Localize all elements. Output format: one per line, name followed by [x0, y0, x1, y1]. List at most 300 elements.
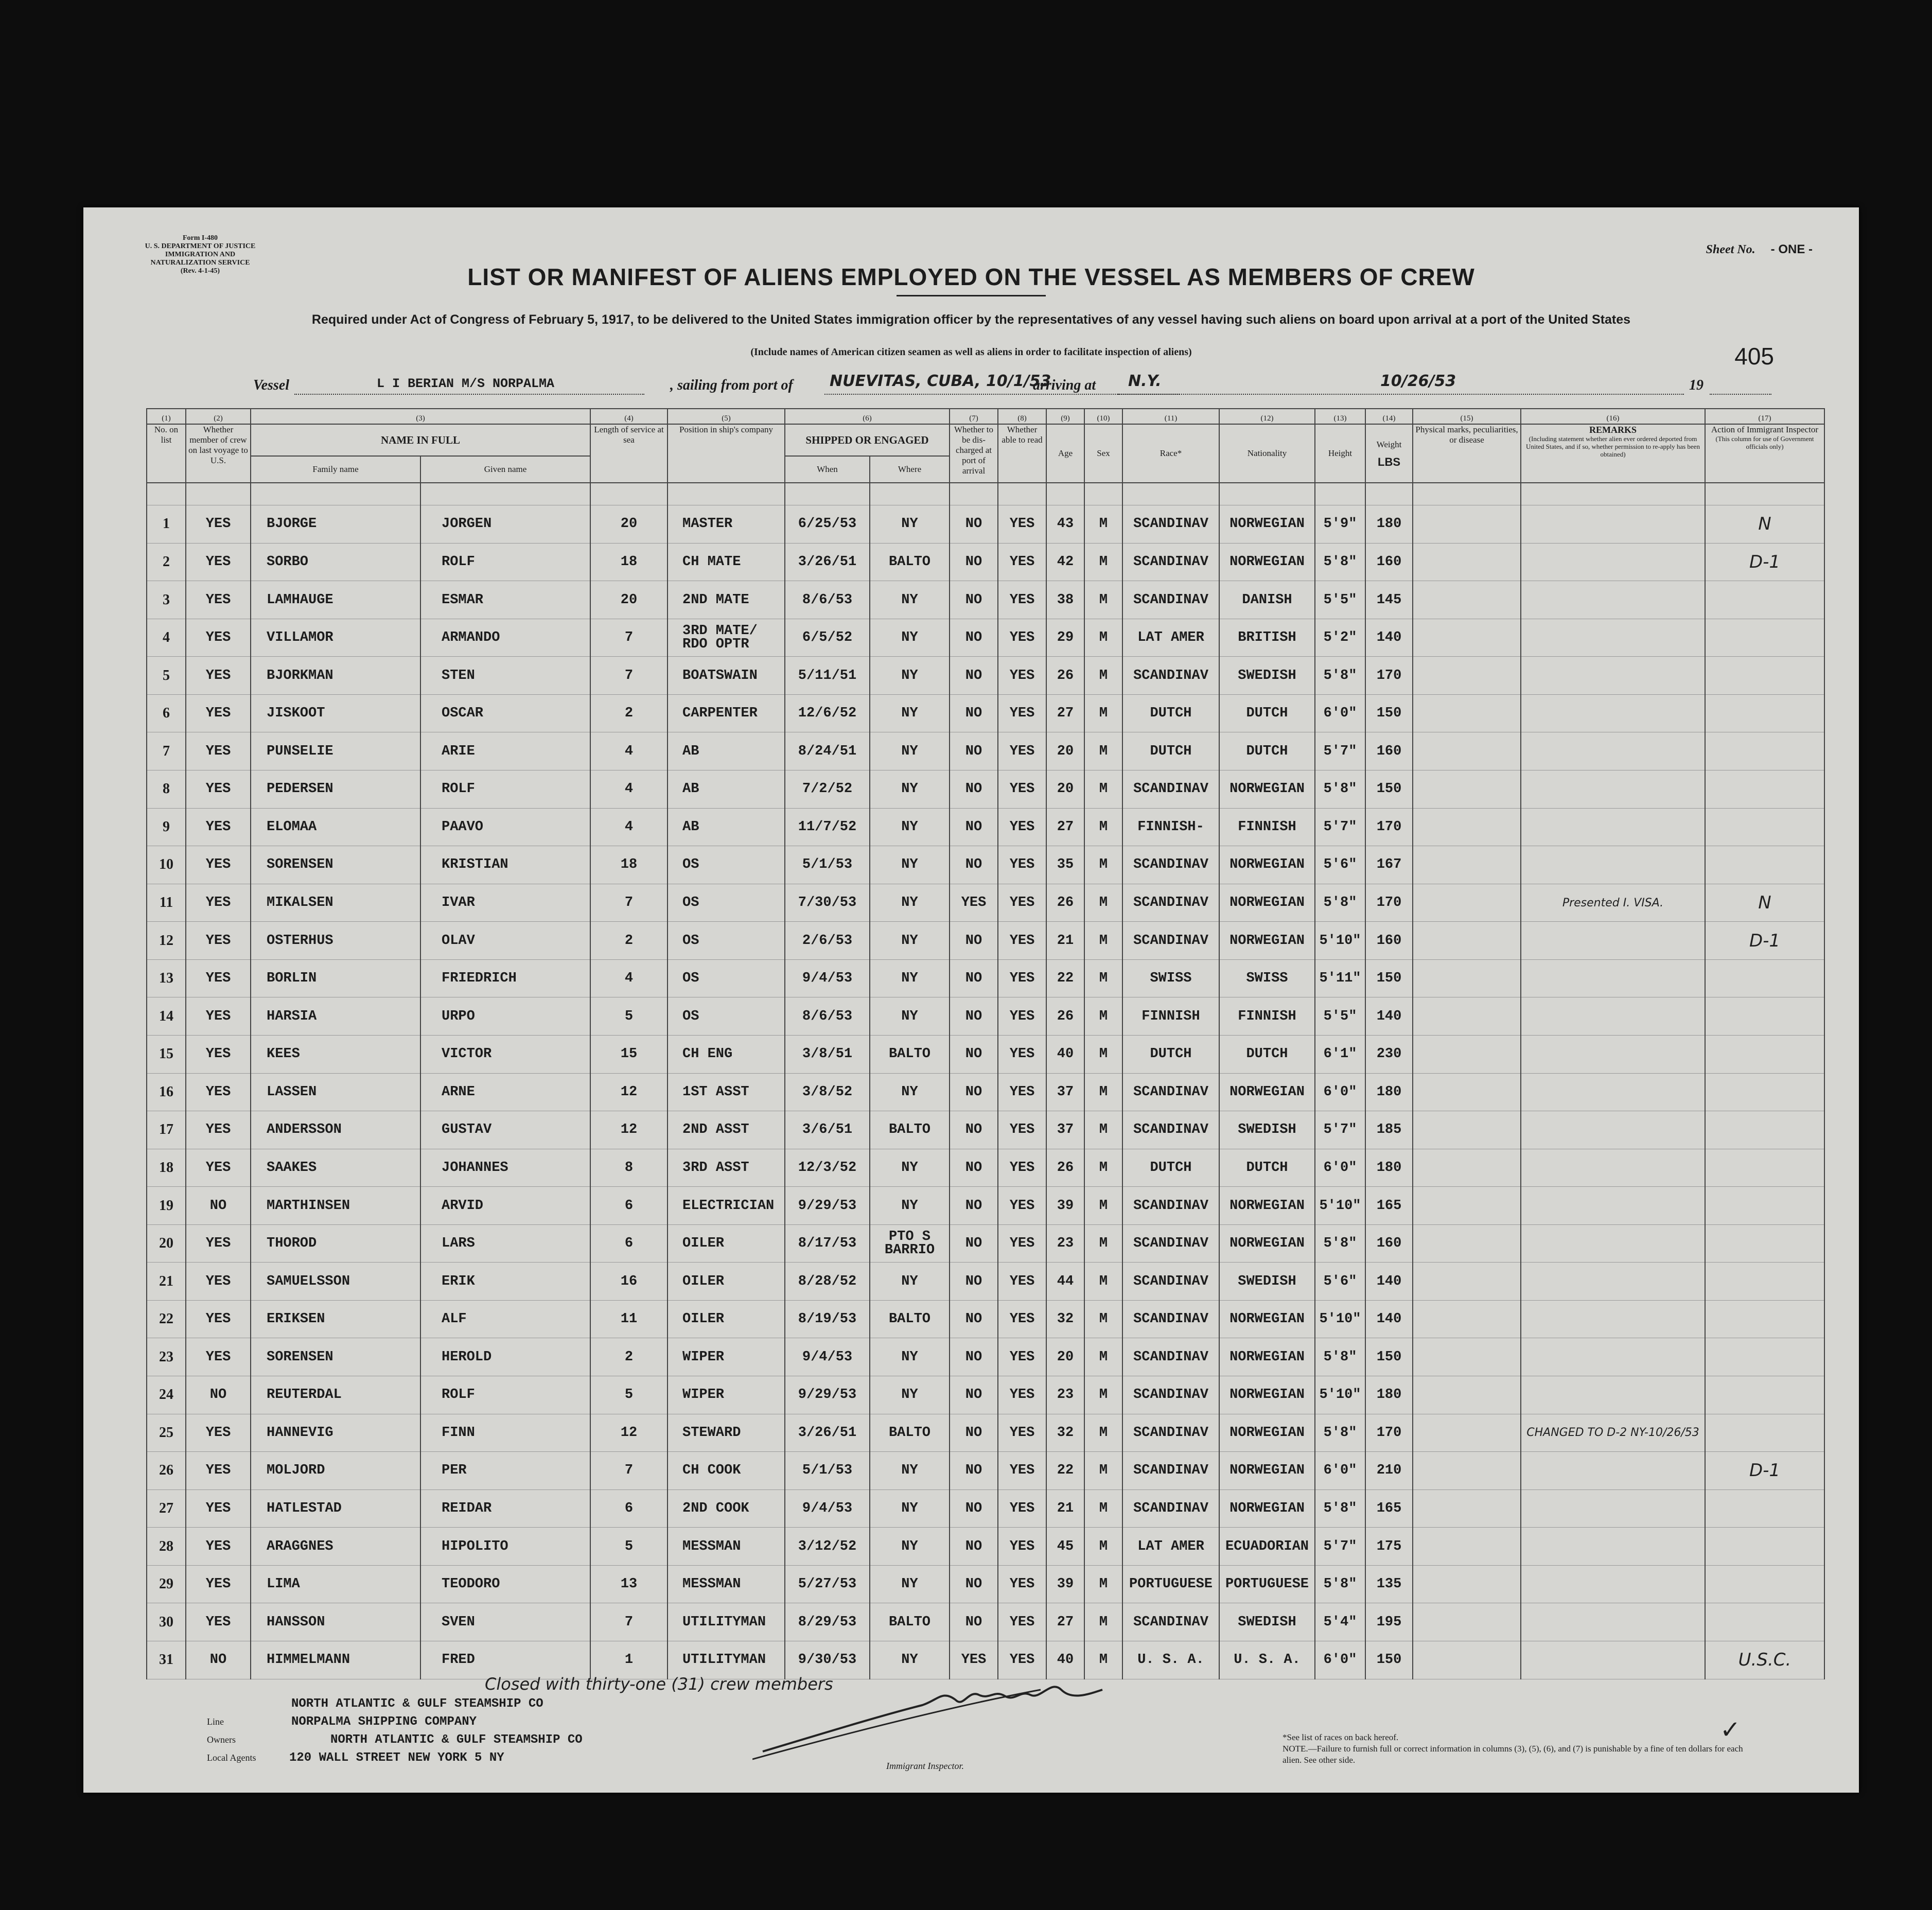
crew-can-read: YES [998, 959, 1046, 997]
crew-family-name: OSTERHUS [251, 922, 420, 960]
table-row [147, 1149, 1824, 1187]
crew-sex: M [1084, 543, 1122, 581]
crew-sex: M [1084, 922, 1122, 960]
crew-given-name: OLAV [420, 922, 590, 960]
crew-member-last-voyage: YES [186, 1300, 251, 1338]
crew-can-read: YES [998, 1603, 1046, 1641]
crew-position: CH ENG [668, 1035, 785, 1073]
crew-inspector-action: U.S.C. [1705, 1641, 1824, 1679]
crew-can-read: YES [998, 1338, 1046, 1376]
table-row [147, 959, 1824, 997]
crew-length-service: 2 [590, 922, 668, 960]
crew-given-name: ROLF [420, 543, 590, 581]
crew-can-read: YES [998, 1414, 1046, 1452]
arriving-date: 10/26/53 [1380, 372, 1456, 390]
crew-remarks [1521, 694, 1705, 732]
crew-sex: M [1084, 1641, 1122, 1679]
corner-mark: ✓ [1720, 1715, 1741, 1744]
crew-length-service: 8 [590, 1149, 668, 1187]
crew-remarks: CHANGED TO D-2 NY-10/26/53 [1521, 1414, 1705, 1452]
crew-race: LAT AMER [1122, 1528, 1219, 1566]
crew-height: 5'8" [1315, 657, 1365, 695]
crew-weight: 165 [1365, 1187, 1413, 1225]
crew-height: 5'7" [1315, 1528, 1365, 1566]
crew-given-name: FRED [420, 1641, 590, 1679]
crew-discharged: NO [950, 619, 998, 657]
crew-length-service: 12 [590, 1111, 668, 1149]
crew-height: 5'9" [1315, 505, 1365, 544]
crew-length-service: 18 [590, 846, 668, 884]
crew-nationality: NORWEGIAN [1219, 922, 1315, 960]
crew-discharged: NO [950, 922, 998, 960]
crew-shipped-where: NY [870, 1490, 950, 1528]
crew-age: 39 [1046, 1187, 1084, 1225]
crew-length-service: 6 [590, 1490, 668, 1528]
crew-shipped-where: NY [870, 505, 950, 544]
crew-age: 23 [1046, 1376, 1084, 1414]
crew-weight: 180 [1365, 505, 1413, 544]
crew-no: 11 [147, 884, 186, 922]
dept-line: U. S. DEPARTMENT OF JUSTICE [145, 242, 256, 250]
table-row [147, 846, 1824, 884]
crew-nationality: NORWEGIAN [1219, 1073, 1315, 1111]
table-row [147, 770, 1824, 809]
crew-position: CH COOK [668, 1452, 785, 1490]
crew-height: 6'0" [1315, 694, 1365, 732]
crew-member-last-voyage: YES [186, 1263, 251, 1301]
inspector-signature [752, 1659, 1113, 1762]
crew-given-name: ARVID [420, 1187, 590, 1225]
crew-nationality: PORTUGUESE [1219, 1565, 1315, 1603]
crew-given-name: ALF [420, 1300, 590, 1338]
crew-nationality: NORWEGIAN [1219, 1224, 1315, 1263]
table-row [147, 1414, 1824, 1452]
crew-physical-marks [1413, 1224, 1521, 1263]
crew-discharged: NO [950, 808, 998, 846]
crew-race: FINNISH- [1122, 808, 1219, 846]
crew-height: 5'10" [1315, 1376, 1365, 1414]
crew-height: 5'10" [1315, 922, 1365, 960]
crew-family-name: BJORGE [251, 505, 420, 544]
crew-shipped-when: 9/4/53 [785, 1338, 870, 1376]
crew-physical-marks [1413, 1073, 1521, 1111]
crew-member-last-voyage: YES [186, 1035, 251, 1073]
crew-position: 3RD ASST [668, 1149, 785, 1187]
crew-shipped-where: PTO S BARRIO [870, 1224, 950, 1263]
crew-physical-marks [1413, 657, 1521, 695]
dept-line: (Rev. 4-1-45) [180, 267, 220, 275]
title-underline [897, 295, 1046, 296]
crew-member-last-voyage: NO [186, 1376, 251, 1414]
col-num: (14) [1365, 409, 1413, 424]
crew-member-last-voyage: YES [186, 619, 251, 657]
crew-age: 27 [1046, 808, 1084, 846]
crew-member-last-voyage: YES [186, 1073, 251, 1111]
crew-age: 38 [1046, 581, 1084, 619]
crew-position: UTILITYMAN [668, 1641, 785, 1679]
crew-no: 23 [147, 1338, 186, 1376]
crew-sex: M [1084, 959, 1122, 997]
crew-length-service: 16 [590, 1263, 668, 1301]
closing-note: Closed with thirty-one (31) crew members [485, 1674, 833, 1694]
crew-sex: M [1084, 619, 1122, 657]
crew-no: 20 [147, 1224, 186, 1263]
crew-no: 5 [147, 657, 186, 695]
crew-physical-marks [1413, 619, 1521, 657]
crew-length-service: 4 [590, 732, 668, 770]
owners-value: NORPALMA SHIPPING COMPANY [291, 1715, 477, 1729]
crew-given-name: PER [420, 1452, 590, 1490]
crew-weight: 230 [1365, 1035, 1413, 1073]
crew-physical-marks [1413, 1603, 1521, 1641]
crew-nationality: DUTCH [1219, 694, 1315, 732]
table-row [147, 1376, 1824, 1414]
column-header-row-1 [147, 424, 1824, 456]
crew-nationality: ECUADORIAN [1219, 1528, 1315, 1566]
crew-weight: 140 [1365, 997, 1413, 1036]
crew-given-name: KRISTIAN [420, 846, 590, 884]
crew-family-name: HARSIA [251, 997, 420, 1036]
owners-label: Owners [207, 1734, 236, 1745]
crew-shipped-where: BALTO [870, 1300, 950, 1338]
crew-family-name: BJORKMAN [251, 657, 420, 695]
crew-sex: M [1084, 1035, 1122, 1073]
crew-length-service: 7 [590, 1603, 668, 1641]
crew-can-read: YES [998, 1073, 1046, 1111]
crew-shipped-where: NY [870, 732, 950, 770]
crew-discharged: NO [950, 694, 998, 732]
crew-length-service: 7 [590, 1452, 668, 1490]
crew-family-name: VILLAMOR [251, 619, 420, 657]
line-value: NORTH ATLANTIC & GULF STEAMSHIP CO [291, 1697, 543, 1711]
crew-discharged: NO [950, 846, 998, 884]
crew-race: SCANDINAV [1122, 505, 1219, 544]
table-row [147, 1073, 1824, 1111]
crew-member-last-voyage: YES [186, 808, 251, 846]
crew-inspector-action: D-1 [1705, 1452, 1824, 1490]
crew-sex: M [1084, 1073, 1122, 1111]
crew-nationality: SWEDISH [1219, 1111, 1315, 1149]
crew-race: PORTUGUESE [1122, 1565, 1219, 1603]
arriving-port: N.Y. [1128, 372, 1162, 390]
crew-weight: 175 [1365, 1528, 1413, 1566]
crew-member-last-voyage: NO [186, 1187, 251, 1225]
crew-race: FINNISH [1122, 997, 1219, 1036]
crew-age: 26 [1046, 884, 1084, 922]
crew-height: 6'0" [1315, 1149, 1365, 1187]
crew-position: OS [668, 959, 785, 997]
crew-position: 1ST ASST [668, 1073, 785, 1111]
crew-position: AB [668, 770, 785, 809]
crew-nationality: SWEDISH [1219, 657, 1315, 695]
crew-race: LAT AMER [1122, 619, 1219, 657]
crew-shipped-where: NY [870, 846, 950, 884]
crew-inspector-action [1705, 1263, 1824, 1301]
crew-nationality: NORWEGIAN [1219, 846, 1315, 884]
crew-can-read: YES [998, 1452, 1046, 1490]
crew-height: 5'7" [1315, 1111, 1365, 1149]
crew-no: 31 [147, 1641, 186, 1679]
crew-shipped-when: 3/8/52 [785, 1073, 870, 1111]
crew-height: 5'8" [1315, 543, 1365, 581]
crew-sex: M [1084, 846, 1122, 884]
crew-given-name: GUSTAV [420, 1111, 590, 1149]
crew-shipped-when: 5/27/53 [785, 1565, 870, 1603]
crew-weight: 170 [1365, 657, 1413, 695]
table-row [147, 1263, 1824, 1301]
crew-length-service: 4 [590, 808, 668, 846]
crew-physical-marks [1413, 1641, 1521, 1679]
crew-nationality: NORWEGIAN [1219, 1187, 1315, 1225]
crew-family-name: SAMUELSSON [251, 1263, 420, 1301]
crew-shipped-when: 5/1/53 [785, 846, 870, 884]
crew-shipped-when: 8/24/51 [785, 732, 870, 770]
crew-inspector-action [1705, 1376, 1824, 1414]
crew-discharged: NO [950, 1035, 998, 1073]
crew-position: OILER [668, 1263, 785, 1301]
crew-race: SCANDINAV [1122, 657, 1219, 695]
crew-shipped-when: 8/28/52 [785, 1263, 870, 1301]
crew-no: 13 [147, 959, 186, 997]
table-row [147, 922, 1824, 960]
crew-nationality: SWISS [1219, 959, 1315, 997]
crew-shipped-when: 8/6/53 [785, 997, 870, 1036]
crew-position: UTILITYMAN [668, 1603, 785, 1641]
crew-position: CARPENTER [668, 694, 785, 732]
crew-can-read: YES [998, 922, 1046, 960]
crew-length-service: 4 [590, 770, 668, 809]
crew-discharged: YES [950, 1641, 998, 1679]
header-shipped-engaged: SHIPPED OR ENGAGED [785, 424, 950, 456]
table-row [147, 1338, 1824, 1376]
col-num: (9) [1046, 409, 1084, 424]
crew-member-last-voyage: YES [186, 1224, 251, 1263]
crew-given-name: ARMANDO [420, 619, 590, 657]
crew-family-name: PUNSELIE [251, 732, 420, 770]
crew-race: SCANDINAV [1122, 1603, 1219, 1641]
crew-age: 26 [1046, 997, 1084, 1036]
crew-nationality: SWEDISH [1219, 1603, 1315, 1641]
crew-shipped-when: 12/3/52 [785, 1149, 870, 1187]
table-row [147, 1224, 1824, 1263]
crew-discharged: NO [950, 1414, 998, 1452]
crew-member-last-voyage: YES [186, 581, 251, 619]
crew-physical-marks [1413, 1490, 1521, 1528]
crew-member-last-voyage: YES [186, 1452, 251, 1490]
col-num: (16) [1521, 409, 1705, 424]
crew-sex: M [1084, 1603, 1122, 1641]
crew-shipped-where: BALTO [870, 543, 950, 581]
crew-length-service: 7 [590, 619, 668, 657]
crew-shipped-when: 8/29/53 [785, 1603, 870, 1641]
crew-no: 17 [147, 1111, 186, 1149]
col-num: (5) [668, 409, 785, 424]
crew-shipped-when: 8/17/53 [785, 1224, 870, 1263]
crew-position: MESSMAN [668, 1565, 785, 1603]
crew-position: OS [668, 997, 785, 1036]
crew-shipped-where: BALTO [870, 1414, 950, 1452]
crew-sex: M [1084, 1187, 1122, 1225]
crew-no: 19 [147, 1187, 186, 1225]
crew-no: 25 [147, 1414, 186, 1452]
crew-family-name: LASSEN [251, 1073, 420, 1111]
table-row [147, 1035, 1824, 1073]
col-num: (7) [950, 409, 998, 424]
crew-height: 5'5" [1315, 997, 1365, 1036]
crew-can-read: YES [998, 808, 1046, 846]
crew-race: SCANDINAV [1122, 1263, 1219, 1301]
crew-family-name: HATLESTAD [251, 1490, 420, 1528]
crew-age: 23 [1046, 1224, 1084, 1263]
year-label: 19 [1689, 377, 1703, 393]
crew-discharged: NO [950, 657, 998, 695]
crew-can-read: YES [998, 657, 1046, 695]
crew-sex: M [1084, 1111, 1122, 1149]
crew-length-service: 7 [590, 657, 668, 695]
crew-can-read: YES [998, 732, 1046, 770]
crew-race: SCANDINAV [1122, 1490, 1219, 1528]
crew-shipped-when: 3/26/51 [785, 543, 870, 581]
crew-member-last-voyage: YES [186, 694, 251, 732]
crew-remarks [1521, 1224, 1705, 1263]
crew-shipped-where: NY [870, 1641, 950, 1679]
crew-length-service: 1 [590, 1641, 668, 1679]
col-num: (11) [1122, 409, 1219, 424]
crew-member-last-voyage: YES [186, 997, 251, 1036]
crew-remarks: Presented I. VISA. [1521, 884, 1705, 922]
agents-label: Local Agents [207, 1753, 256, 1763]
crew-sex: M [1084, 732, 1122, 770]
races-note: *See list of races on back hereof. [1283, 1732, 1399, 1742]
crew-inspector-action [1705, 1528, 1824, 1566]
crew-member-last-voyage: YES [186, 1338, 251, 1376]
crew-length-service: 6 [590, 1224, 668, 1263]
crew-given-name: ROLF [420, 770, 590, 809]
crew-shipped-when: 9/30/53 [785, 1641, 870, 1679]
crew-age: 35 [1046, 846, 1084, 884]
crew-physical-marks [1413, 922, 1521, 960]
crew-shipped-where: NY [870, 581, 950, 619]
crew-inspector-action [1705, 1300, 1824, 1338]
crew-height: 5'6" [1315, 1263, 1365, 1301]
header-length-service: Length of service at sea [590, 424, 668, 483]
crew-member-last-voyage: NO [186, 1641, 251, 1679]
table-row [147, 732, 1824, 770]
crew-remarks [1521, 922, 1705, 960]
header-where: Where [870, 456, 950, 483]
crew-remarks [1521, 1490, 1705, 1528]
page-number: 405 [1734, 343, 1774, 370]
crew-no: 26 [147, 1452, 186, 1490]
crew-inspector-action [1705, 1490, 1824, 1528]
crew-length-service: 5 [590, 1376, 668, 1414]
crew-physical-marks [1413, 1300, 1521, 1338]
sailing-label: , sailing from port of [670, 377, 793, 393]
crew-discharged: NO [950, 732, 998, 770]
crew-remarks [1521, 619, 1705, 657]
table-row [147, 1565, 1824, 1603]
crew-can-read: YES [998, 1224, 1046, 1263]
crew-shipped-when: 8/19/53 [785, 1300, 870, 1338]
crew-weight: 140 [1365, 619, 1413, 657]
header-no-on-list: No. on list [147, 424, 186, 483]
crew-discharged: NO [950, 1111, 998, 1149]
crew-discharged: NO [950, 505, 998, 544]
crew-inspector-action [1705, 732, 1824, 770]
crew-race: SCANDINAV [1122, 1111, 1219, 1149]
sheet-number [1706, 242, 1813, 257]
crew-can-read: YES [998, 1376, 1046, 1414]
crew-discharged: YES [950, 884, 998, 922]
crew-remarks [1521, 1263, 1705, 1301]
crew-weight: 150 [1365, 959, 1413, 997]
crew-given-name: ROLF [420, 1376, 590, 1414]
crew-height: 5'8" [1315, 1565, 1365, 1603]
crew-weight: 195 [1365, 1603, 1413, 1641]
crew-sex: M [1084, 1224, 1122, 1263]
crew-shipped-where: NY [870, 1565, 950, 1603]
crew-family-name: MARTHINSEN [251, 1187, 420, 1225]
crew-inspector-action: D-1 [1705, 543, 1824, 581]
crew-age: 45 [1046, 1528, 1084, 1566]
crew-sex: M [1084, 505, 1122, 544]
crew-inspector-action [1705, 1149, 1824, 1187]
crew-can-read: YES [998, 1641, 1046, 1679]
header-position: Position in ship's company [668, 424, 785, 483]
crew-remarks [1521, 1149, 1705, 1187]
crew-given-name: ESMAR [420, 581, 590, 619]
crew-given-name: LARS [420, 1224, 590, 1263]
crew-discharged: NO [950, 770, 998, 809]
col-num: (1) [147, 409, 186, 424]
crew-member-last-voyage: YES [186, 543, 251, 581]
crew-inspector-action: N [1705, 505, 1824, 544]
header-age: Age [1046, 424, 1084, 483]
crew-race: SCANDINAV [1122, 1414, 1219, 1452]
crew-height: 5'8" [1315, 1414, 1365, 1452]
crew-discharged: NO [950, 1263, 998, 1301]
crew-sex: M [1084, 884, 1122, 922]
inspector-label: Immigrant Inspector. [886, 1761, 964, 1771]
col-num: (3) [251, 409, 590, 424]
page-title: LIST OR MANIFEST OF ALIENS EMPLOYED ON THE VESSEL AS MEMBERS OF CREW [467, 264, 1475, 290]
vessel-line [253, 372, 1771, 396]
action-note: (This column for use of Government officials only) [1715, 435, 1814, 450]
crew-nationality: DANISH [1219, 581, 1315, 619]
crew-shipped-when: 8/6/53 [785, 581, 870, 619]
agents-value-1: NORTH ATLANTIC & GULF STEAMSHIP CO [330, 1733, 583, 1747]
crew-no: 30 [147, 1603, 186, 1641]
header-member-last-voyage: Whether member of crew on last voyage to U.S. [186, 424, 251, 483]
header-race: Race* [1122, 424, 1219, 483]
crew-length-service: 2 [590, 694, 668, 732]
header-height: Height [1315, 424, 1365, 483]
crew-remarks [1521, 997, 1705, 1036]
crew-weight: 165 [1365, 1490, 1413, 1528]
table-row [147, 1528, 1824, 1566]
column-number-row [147, 409, 1824, 424]
crew-can-read: YES [998, 1035, 1046, 1073]
crew-physical-marks [1413, 543, 1521, 581]
col-num: (2) [186, 409, 251, 424]
crew-given-name: JORGEN [420, 505, 590, 544]
crew-sex: M [1084, 1490, 1122, 1528]
crew-sex: M [1084, 808, 1122, 846]
crew-given-name: REIDAR [420, 1490, 590, 1528]
crew-no: 24 [147, 1376, 186, 1414]
crew-weight: 160 [1365, 922, 1413, 960]
crew-position: 2ND ASST [668, 1111, 785, 1149]
